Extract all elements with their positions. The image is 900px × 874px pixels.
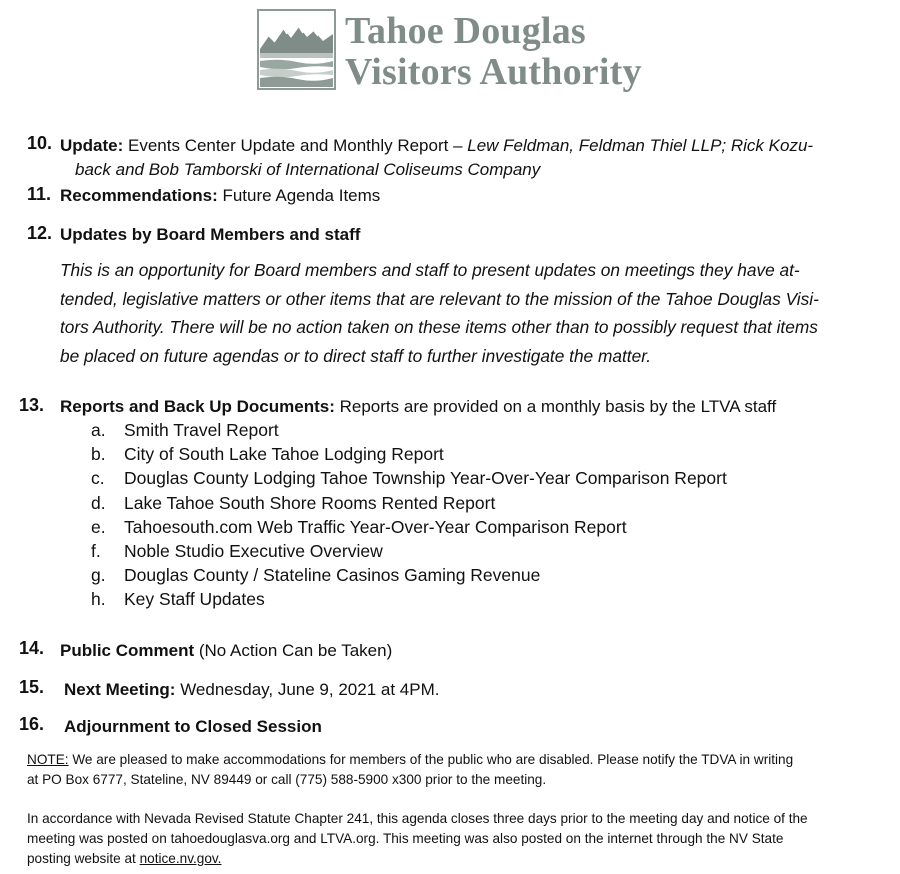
list-item-letter: e.: [91, 516, 106, 537]
item-12: [60, 223, 360, 247]
list-item-letter: b.: [91, 444, 106, 465]
item-12-paragraph: [60, 256, 875, 370]
list-item: [91, 587, 727, 611]
item-11-label: Recommendations:: [60, 186, 218, 205]
item-10-label: Update:: [60, 136, 124, 155]
item-12-number: 12.: [27, 223, 53, 243]
item-11-number: 11.: [27, 184, 52, 204]
item-10-presenters-line2: back and Bob Tamborski of International Coliseums Company: [75, 160, 541, 179]
org-name-line2: Visitors Authority: [345, 51, 642, 93]
item-15-label: Next Meeting:: [64, 680, 176, 699]
list-item-text: Lake Tahoe South Shore Rooms Rented Report: [124, 492, 496, 513]
statute-line1: In accordance with Nevada Revised Statute Chapter 241, this agenda closes three days prior to the meeting day and notice of the: [27, 811, 808, 826]
list-item-text: Tahoesouth.com Web Traffic Year-Over-Year Comparison Report: [124, 516, 627, 537]
list-item-letter: d.: [91, 492, 106, 513]
note-label: NOTE:: [27, 752, 69, 767]
mountain-lake-logo-icon: [257, 9, 336, 90]
note-line1: We are pleased to make accommodations for members of the public who are disabled. Please notify the TDVA in writing: [68, 752, 794, 767]
list-item-text: Douglas County / Stateline Casinos Gaming Revenue: [124, 565, 541, 586]
list-item-text: City of South Lake Tahoe Lodging Report: [124, 444, 444, 465]
paragraph-line: be placed on future agendas or to direct staff to further investigate the matter.: [60, 345, 652, 366]
list-item: [91, 491, 727, 515]
item-10-number: 10.: [27, 133, 53, 153]
accessibility-note: [27, 750, 877, 790]
list-item-letter: h.: [91, 589, 106, 610]
list-item-text: Noble Studio Executive Overview: [124, 541, 383, 562]
item-13: [60, 395, 776, 419]
paragraph-line: tended, legislative matters or other items that are relevant to the mission of the Tahoe Douglas Visi-: [60, 288, 819, 309]
list-item-text: Douglas County Lodging Tahoe Township Year-Over-Year Comparison Report: [124, 468, 727, 489]
item-13-number: 13.: [19, 395, 45, 415]
organization-name: [345, 11, 642, 93]
item-15: [64, 678, 439, 702]
item-12-label: Updates by Board Members and staff: [60, 225, 361, 244]
list-item: [91, 442, 727, 466]
list-item: [91, 563, 727, 587]
item-11: [60, 184, 380, 208]
item-15-number: 15.: [19, 677, 45, 697]
list-item: [91, 515, 727, 539]
item-16: [64, 715, 322, 739]
list-item-text: Key Staff Updates: [124, 589, 265, 610]
org-name-line1: Tahoe Douglas: [345, 10, 586, 52]
item-14-text: (No Action Can be Taken): [194, 641, 393, 660]
paragraph-line: tors Authority. There will be no action taken on these items other than to possibly request that items: [60, 317, 818, 337]
list-item: [91, 539, 727, 563]
item-10: [60, 134, 813, 158]
list-item-letter: f.: [91, 541, 101, 562]
item-14: [60, 639, 392, 663]
item-14-label: Public Comment: [60, 641, 195, 660]
item-15-text: Wednesday, June 9, 2021 at 4PM.: [175, 680, 440, 699]
item-10-presenters-line1: Lew Feldman, Feldman Thiel LLP; Rick Kozu-: [467, 136, 814, 155]
report-list: [91, 418, 727, 612]
list-item-letter: c.: [91, 468, 105, 489]
statute-line2: meeting was posted on tahoedouglasva.org and LTVA.org. This meeting was also posted on the internet through the NV State: [27, 831, 784, 846]
header: [257, 9, 642, 93]
list-item-letter: a.: [91, 420, 106, 440]
list-item: [91, 466, 727, 490]
item-16-label: Adjournment to Closed Session: [64, 717, 322, 736]
item-10-text: Events Center Update and Monthly Report –: [123, 136, 468, 155]
statute-notice: [27, 809, 877, 869]
item-11-text: Future Agenda Items: [217, 186, 381, 205]
item-13-text: Reports are provided on a monthly basis by the LTVA staff: [334, 397, 777, 416]
list-item-letter: g.: [91, 565, 106, 586]
note-line2: at PO Box 6777, Stateline, NV 89449 or call (775) 588-5900 x300 prior to the meeting.: [27, 772, 547, 787]
paragraph-line: This is an opportunity for Board members and staff to present updates on meetings they have at-: [60, 260, 800, 280]
item-14-number: 14.: [19, 638, 45, 658]
list-item: [91, 418, 727, 442]
list-item-text: Smith Travel Report: [124, 420, 279, 440]
item-16-number: 16.: [19, 714, 45, 734]
item-13-label: Reports and Back Up Documents:: [60, 397, 335, 416]
notice-link[interactable]: notice.nv.gov.: [139, 851, 222, 866]
statute-line3: posting website at: [27, 851, 140, 866]
